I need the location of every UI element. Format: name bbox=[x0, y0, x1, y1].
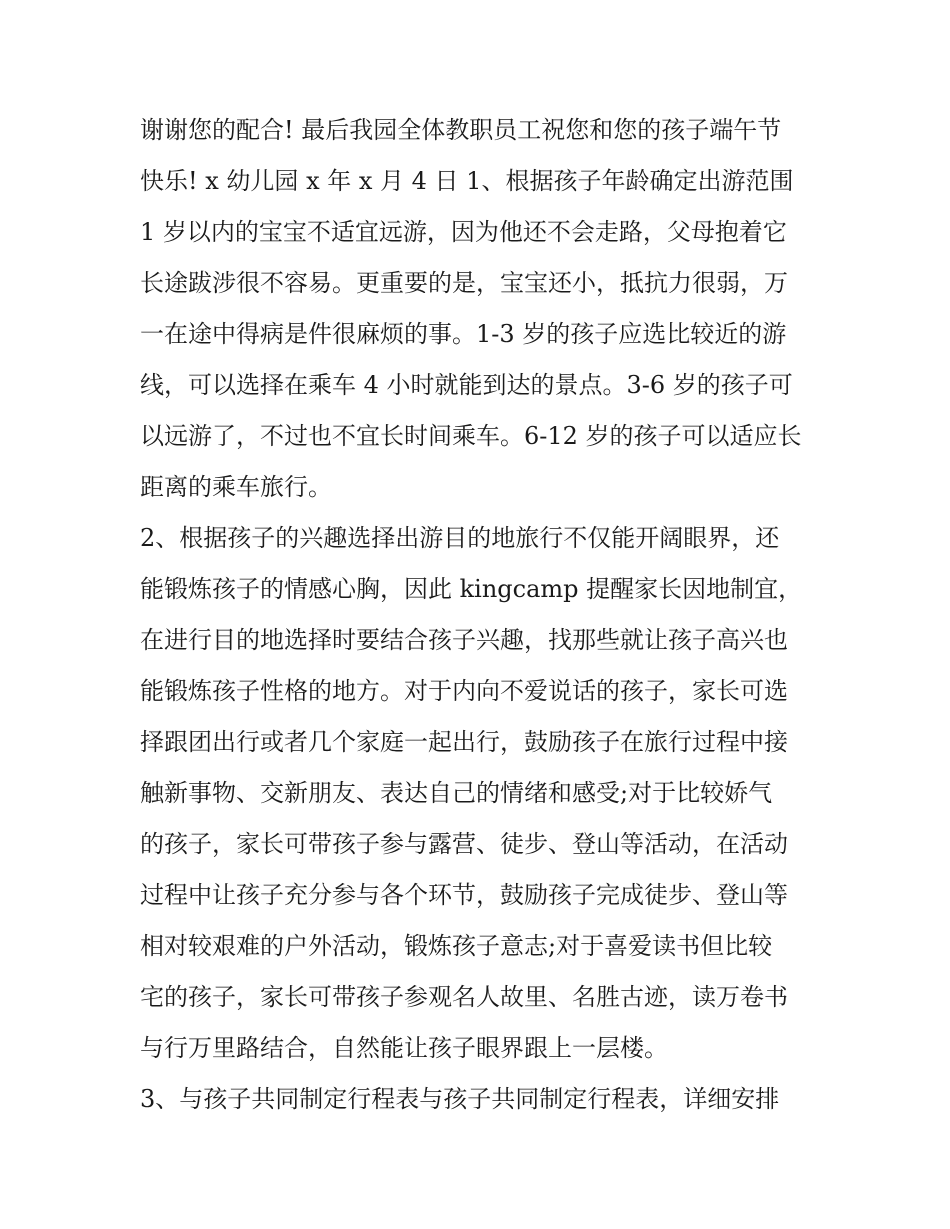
text-line: 在进行目的地选择时要结合孩子兴趣，找那些就让孩子高兴也 bbox=[140, 626, 788, 654]
text-line: 宅的孩子，家长可带孩子参观名人故里、名胜古迹，读万卷书 bbox=[140, 983, 788, 1011]
text-line: 相对较艰难的户外活动，锻炼孩子意志;对于喜爱读书但比较 bbox=[140, 932, 773, 960]
text-line: 过程中让孩子充分参与各个环节，鼓励孩子完成徒步、登山等 bbox=[140, 881, 788, 909]
text-line: 择跟团出行或者几个家庭一起出行，鼓励孩子在旅行过程中接 bbox=[140, 728, 788, 756]
text-line: 的孩子，家长可带孩子参与露营、徒步、登山等活动，在活动 bbox=[140, 830, 788, 858]
text-line: 触新事物、交新朋友、表达自己的情绪和感受;对于比较娇气 bbox=[140, 779, 773, 807]
text-line: 与行万里路结合，自然能让孩子眼界跟上一层楼。 bbox=[140, 1034, 668, 1062]
text-line: 快乐! x 幼儿园 x 年 x 月 4 日 1、根据孩子年龄确定出游范围 bbox=[140, 167, 794, 195]
text-line: 1 岁以内的宝宝不适宜远游，因为他还不会走路，父母抱着它 bbox=[140, 218, 787, 246]
text-line: 能锻炼孩子的情感心胸，因此 kingcamp 提醒家长因地制宜， bbox=[140, 575, 803, 603]
text-line: 2、根据孩子的兴趣选择出游目的地旅行不仅能开阔眼界，还 bbox=[140, 524, 780, 552]
text-line: 长途跋涉很不容易。更重要的是，宝宝还小，抵抗力很弱，万 bbox=[140, 269, 788, 297]
text-line: 距离的乘车旅行。 bbox=[140, 473, 332, 501]
text-line: 以远游了，不过也不宜长时间乘车。6-12 岁的孩子可以适应长 bbox=[140, 422, 802, 450]
text-line: 线，可以选择在乘车 4 小时就能到达的景点。3-6 岁的孩子可 bbox=[140, 371, 793, 399]
text-line: 3、与孩子共同制定行程表与孩子共同制定行程表，详细安排 bbox=[140, 1085, 780, 1113]
text-line: 一在途中得病是件很麻烦的事。1-3 岁的孩子应选比较近的游 bbox=[140, 320, 787, 348]
text-line: 能锻炼孩子性格的地方。对于内向不爱说话的孩子，家长可选 bbox=[140, 677, 788, 705]
text-line: 谢谢您的配合! 最后我园全体教职员工祝您和您的孩子端午节 bbox=[140, 116, 782, 144]
